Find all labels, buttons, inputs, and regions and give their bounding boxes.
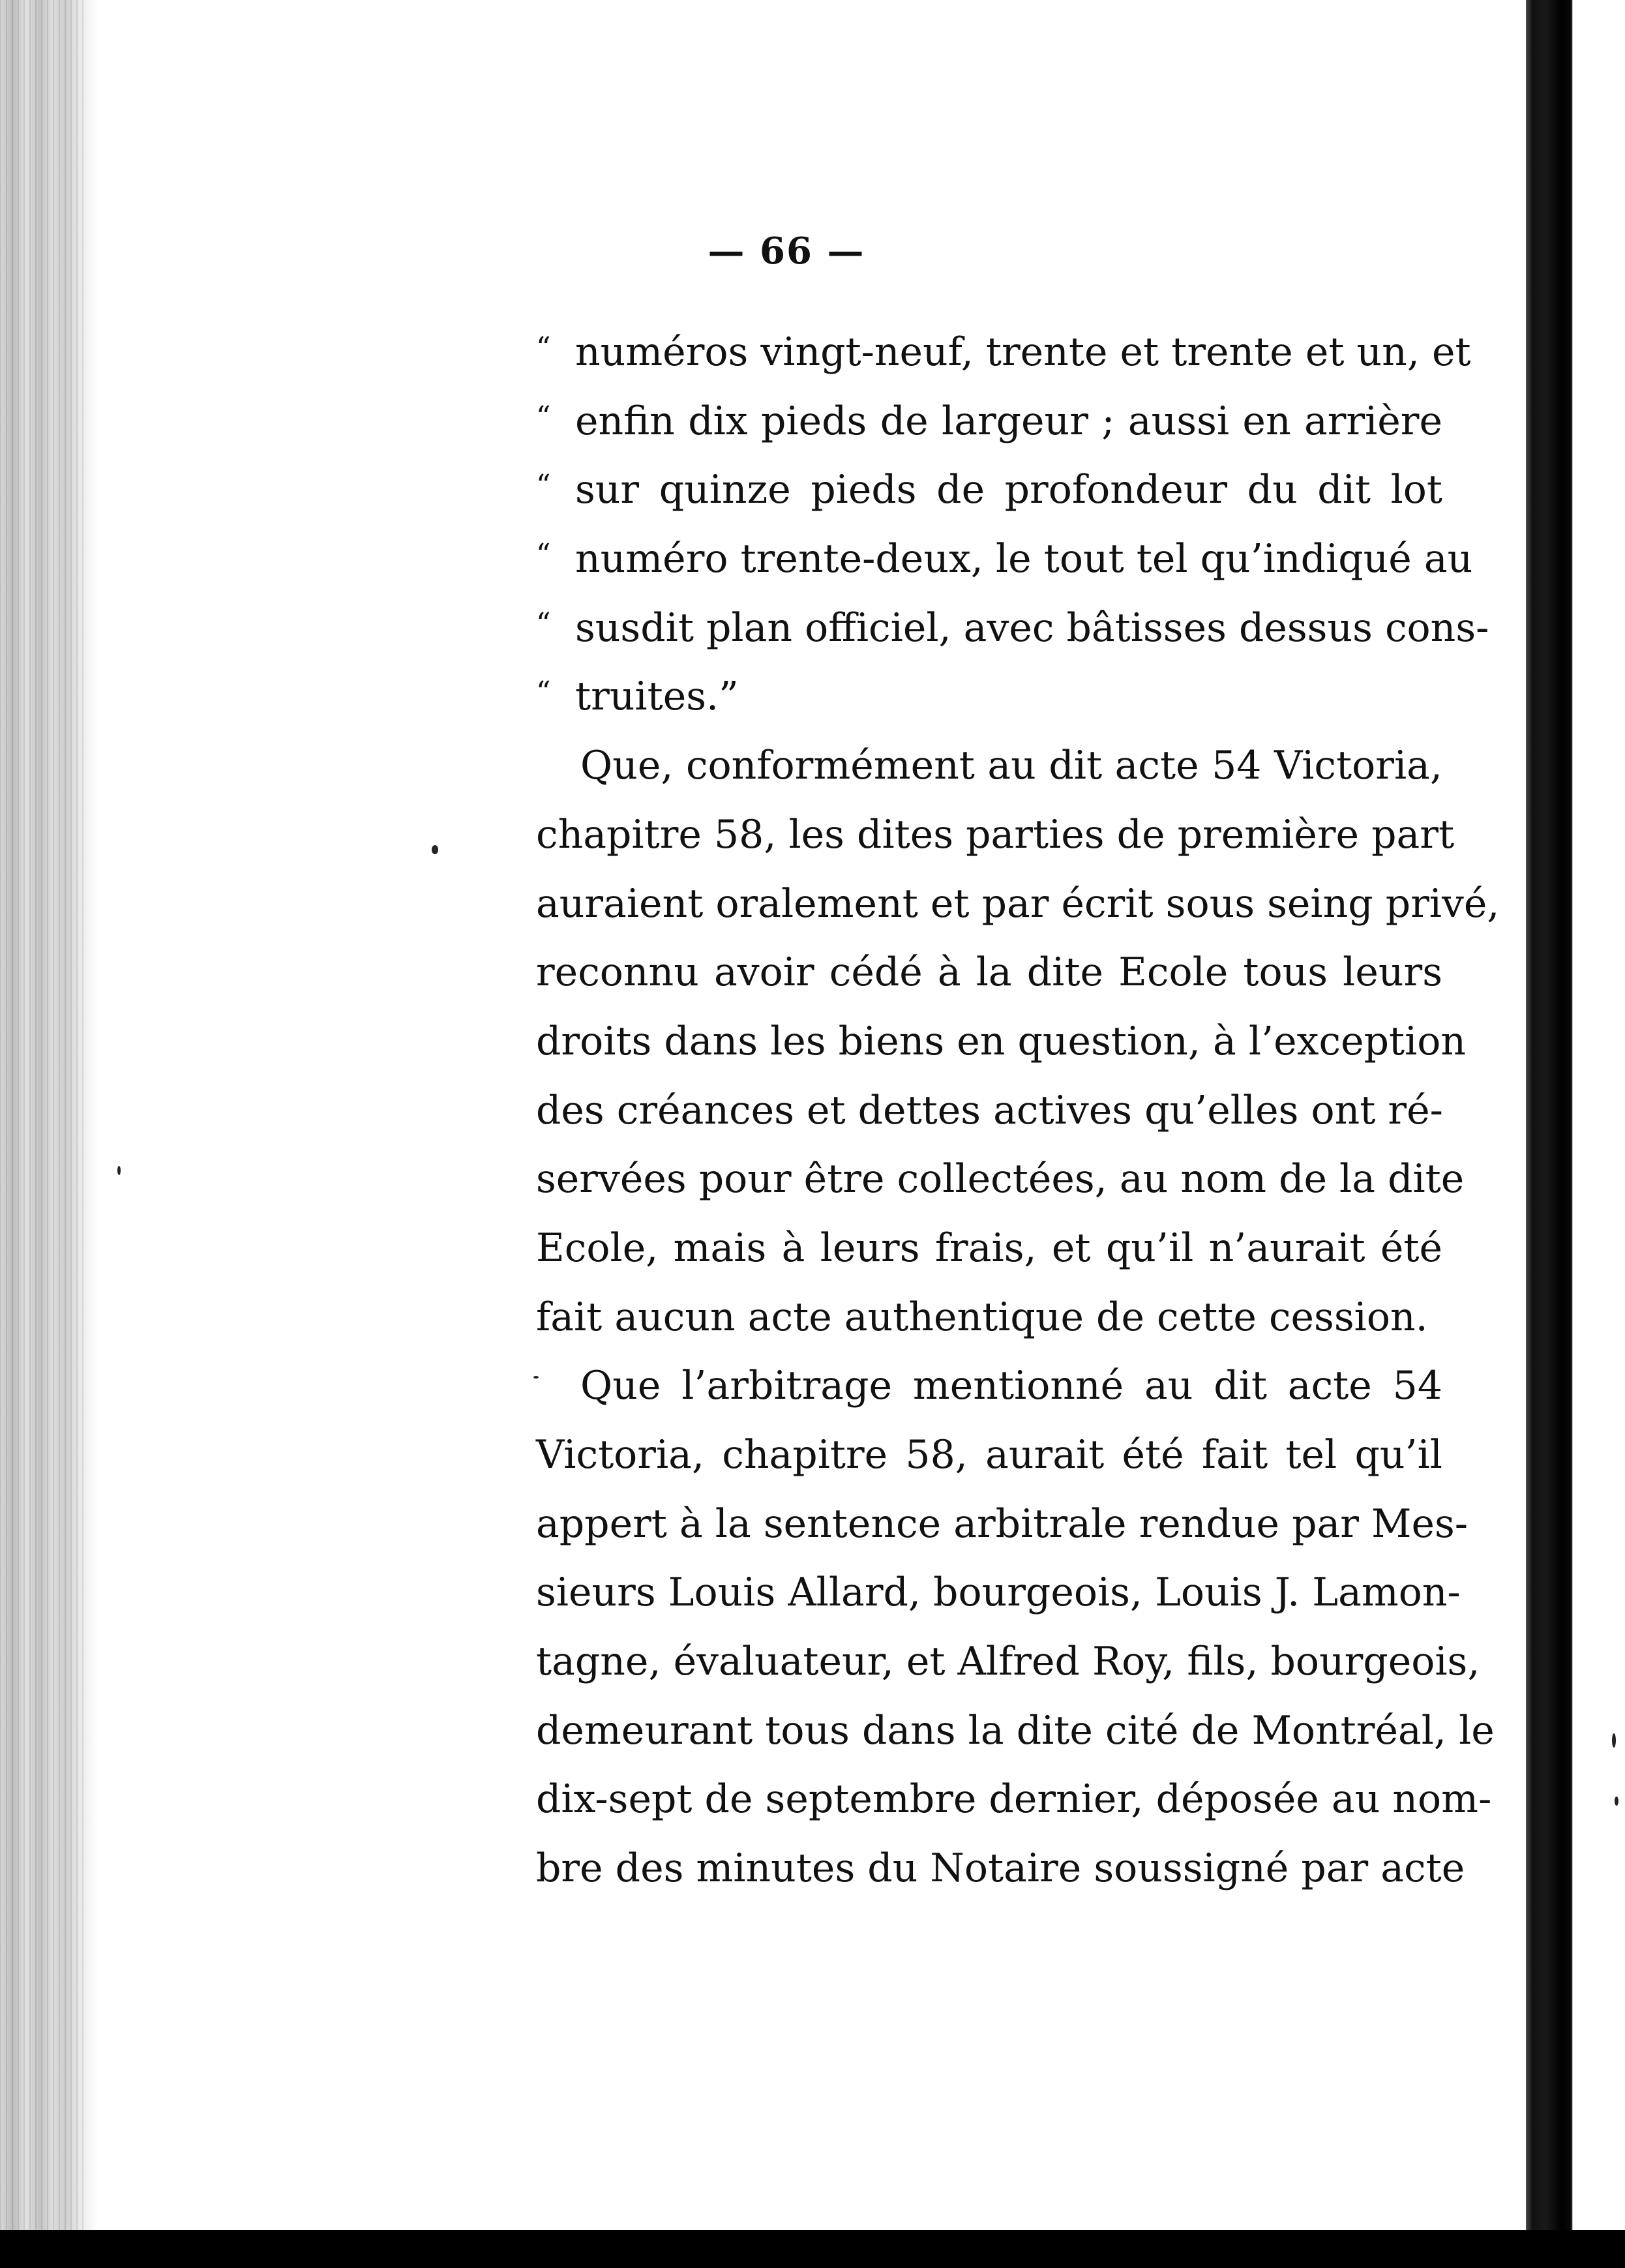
text-line: servées pour être collectées, au nom de la dite [536,1156,1465,1202]
quote-mark: “ [536,400,551,434]
text-line: sieurs Louis Allard, bourgeois, Louis J. Lamon- [536,1570,1461,1616]
text-line [536,663,1442,732]
text-line: tagne, évaluateur, et Alfred Roy, fils, bourgeois, [536,1639,1480,1685]
text-line: des créances et dettes actives qu’elles ont ré- [536,1087,1443,1133]
ink-speck [1615,1797,1618,1806]
text-line: demeurant tous dans la dite cité de Montréal, le [536,1707,1495,1753]
line-text: sur quinze pieds de profondeur du dit lot [575,467,1442,513]
ink-speck [533,1376,539,1379]
line-text: susdit plan officiel, avec bâtisses dessus cons- [575,604,1489,651]
text-line: appert à la sentence arbitrale rendue par Mes- [536,1500,1468,1547]
text-line [536,318,1471,387]
text-line [536,456,1442,525]
text-line: droits dans les biens en question, à l’exception [536,1018,1467,1064]
text-line: bre des minutes du Notaire soussigné par acte [536,1845,1465,1892]
text-line: chapitre 58, les dites parties de première part [536,811,1455,858]
line-text: truites.” [575,674,739,720]
text-line: Ecole, mais à leurs frais, et qu’il n’aurait été [536,1225,1442,1271]
text-line: reconnu avoir cédé à la dite Ecole tous leurs [536,949,1442,996]
line-text: numéro trente-deux, le tout tel qu’indiqué au [575,536,1473,582]
paragraph-start-line: Que l’arbitrage mentionné au dit acte 54 [580,1363,1442,1409]
text-line: auraient oralement et par écrit sous seing privé, [536,880,1500,927]
bottom-scan-band [0,2230,1625,2268]
paragraph-start-line: Que, conformément au dit acte 54 Victoria, [580,743,1442,789]
text-line [536,387,1442,456]
quote-mark: “ [536,676,551,709]
ink-speck [117,1166,121,1175]
ink-speck [432,845,438,854]
text-line: dix-sept de septembre dernier, déposée au nom- [536,1776,1492,1823]
book-edge-border [1526,0,1625,2268]
text-line: fait aucun acte authentique de cette cession. [536,1294,1428,1340]
line-text: numéros vingt-neuf, trente et trente et un, et [575,329,1471,375]
page-gutter-texture [0,0,85,2268]
text-line [536,594,1489,663]
page-number: — 66 — [708,230,865,273]
quote-mark: “ [536,469,551,503]
quote-mark: “ [536,606,551,640]
body-text [536,318,1500,1903]
text-line: Victoria, chapitre 58, aurait été fait tel qu’il [536,1432,1442,1478]
line-text: enfin dix pieds de largeur ; aussi en arrière [575,398,1442,444]
quote-mark: “ [536,331,551,365]
quote-mark: “ [536,538,551,572]
ink-speck [1612,1733,1616,1748]
text-line [536,525,1473,594]
